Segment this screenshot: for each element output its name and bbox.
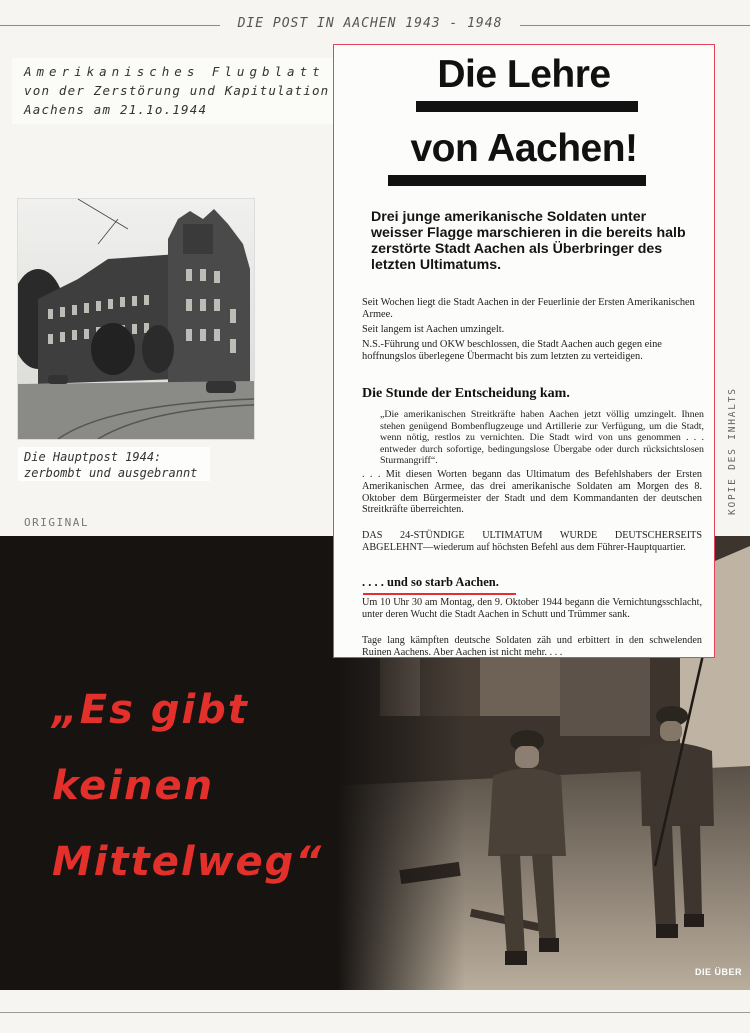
photo-caption [18, 447, 210, 481]
photo-caption-line-2: zerbombt und ausgebrannt [24, 466, 198, 480]
leaflet-paragraph-1: Seit Wochen liegt die Stadt Aachen in der Feuerlinie der Ersten Amerikanischen Armee. [362, 297, 695, 320]
backside-corner-text: DIE ÜBER [695, 967, 743, 977]
leaflet-ending-1: Um 10 Uhr 30 am Montag, den 9. Oktober 1944 begann die Vernichtungsschlacht, unter deren Wucht die Stadt Aachen in Schutt und Trümmer sank. [362, 597, 702, 620]
header-rule-left [0, 25, 220, 26]
caption-line-3: Aachens am 21.1o.1944 [24, 102, 208, 117]
leaflet-front [333, 44, 715, 658]
kopie-label: KOPIE DES INHALTS [727, 387, 738, 515]
leaflet-lead: Drei junge amerikanische Soldaten unter weisser Flagge marschieren in die bereits halb zerstörte Stadt Aachen als Überbringer des letzten Ultimatums. [371, 209, 686, 273]
header-rule-right [520, 25, 750, 26]
leaflet-paragraphs [362, 297, 702, 366]
caption-line-2: von der Zerstörung und Kapitulation [24, 83, 330, 98]
leaflet-subhead-2: . . . . und so starb Aachen. [362, 575, 499, 589]
leaflet-ultimatum: DAS 24-STÜNDIGE ULTIMATUM WURDE DEUTSCHERSEITS ABGELEHNT—wiederum auf höchsten Befehl aus dem Führer-Hauptquartier. [362, 530, 702, 553]
leaflet-quote: „Die amerikanischen Streitkräfte haben Aachen jetzt völlig umzingelt. Ihnen stehen genügend Bombenflugzeuge und Artillerie zur Verfügung, um die Stadt, wenn nötig, restlos zu vernichten. Die Stadt wird von uns genommen . . . entweder durch sofortige, bedingungslose Übergabe oder durch rücksichtslosen Sturmangriff“. [380, 409, 704, 467]
bottom-rule [0, 1012, 750, 1013]
leaflet-title-line-2: von Aachen! [410, 127, 638, 170]
photo-caption-line-1: Die Hauptpost 1944: [24, 450, 162, 464]
leaflet-paragraph-2: Seit langem ist Aachen umzingelt. [362, 324, 505, 335]
leaflet-title-line-1: Die Lehre [437, 53, 611, 96]
slogan-line-3: Mittelweg“ [52, 839, 324, 885]
leaflet-subhead: Die Stunde der Entscheidung kam. [362, 386, 570, 401]
leaflet-paragraph-3: N.S.-Führung und OKW beschlossen, die Stadt Aachen auch gegen eine hoffnungslos überlegene Übermacht bis zum letzten zu verteidigen. [362, 339, 662, 362]
page-header-title: DIE POST IN AACHEN 1943 - 1948 [220, 16, 520, 31]
title-rule-top [416, 101, 638, 112]
leaflet-ending-2: Tage lang kämpften deutsche Soldaten zäh und erbittert in den schwelenden Ruinen Aachens. Aber Aachen ist nicht mehr. . . . [362, 635, 702, 658]
red-underline [363, 593, 516, 595]
title-rule-bottom [388, 175, 646, 186]
hauptpost-photo [17, 198, 255, 440]
slogan-line-1: „Es gibt [52, 687, 249, 733]
slogan-line-2: keinen [52, 763, 215, 809]
leaflet-after-quote: . . . Mit diesen Worten begann das Ultimatum des Befehlshabers der Ersten Amerikanischen Armee, das drei amerikanische Soldaten am Morgen des 8. Oktober dem Bürgermeister der Stadt und dem Kommandanten der deutschen Streitkräfte überreichten. [362, 469, 702, 516]
slogan [52, 672, 323, 900]
original-label: ORIGINAL [24, 516, 89, 529]
caption-line-1: Amerikanisches Flugblatt [24, 64, 325, 79]
